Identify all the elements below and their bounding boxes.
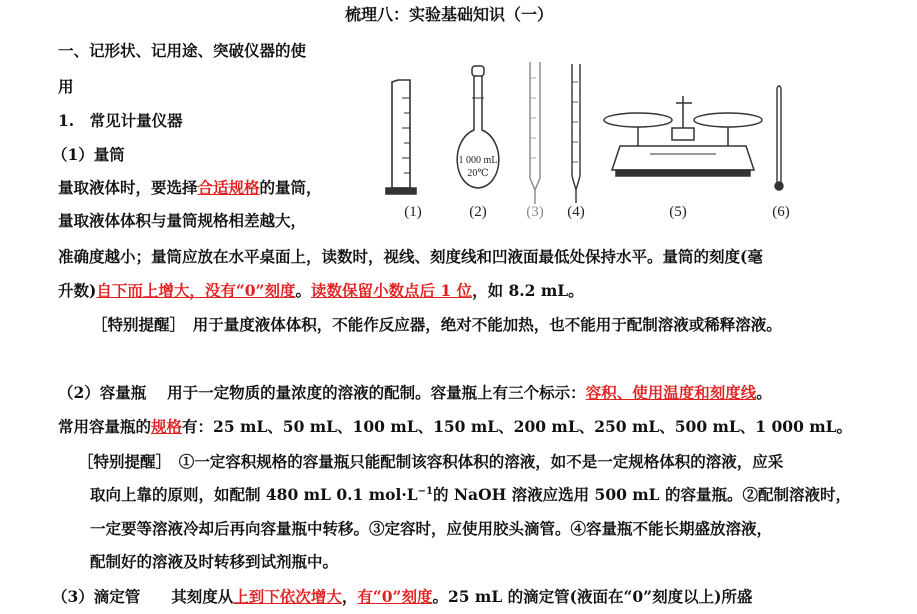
text: 升数) [58, 281, 97, 300]
thermometer-icon [775, 86, 783, 190]
page-title: 梳理八：实验基础知识（一） [345, 5, 554, 24]
cylinder-line-1 [58, 177, 322, 199]
burette-icon [530, 62, 540, 204]
item-heading: 1. 常见计量仪器 [58, 111, 183, 130]
figure-label: (1) [404, 204, 422, 220]
highlight: 规格 [151, 417, 183, 436]
text: ，如 8.2 mL。 [472, 281, 584, 300]
flask-tip-1: ［特别提醒］ ①一定容积规格的容量瓶只能配制该容积体积的溶液，如不是一定规格体积的溶液，应采 [78, 452, 784, 471]
flask-text: 20℃ [467, 168, 489, 179]
pipette-icon [572, 64, 580, 203]
graduated-cylinder-icon [386, 80, 416, 194]
text: （2）容量瓶 用于一定物质的量浓度的溶液的配制。容量瓶上有三个标示： [58, 383, 586, 402]
figure-label: (2) [469, 204, 487, 220]
highlight: 读数保留小数点后 1 位 [310, 281, 473, 300]
text: ， [341, 587, 358, 606]
burette-line-1 [52, 586, 752, 608]
highlight: 有“0”刻度 [357, 587, 433, 606]
superscript: −1 [417, 485, 433, 497]
section-heading: 一、记形状、记用途、突破仪器的使 [58, 41, 307, 60]
flask-text: 1 000 mL [458, 155, 498, 166]
highlight: 合适规格 [197, 178, 260, 197]
text: 量取液体时，要选择 [58, 178, 198, 197]
flask-tip-2 [90, 484, 851, 506]
figure-label: (3) [526, 204, 544, 220]
flask-tip-4: 配制好的溶液及时转移到试剂瓶中。 [90, 552, 339, 571]
flask-line-2 [58, 416, 852, 438]
text: 。25 mL 的滴定管(液面在“0”刻度以上)所盛 [432, 587, 753, 606]
highlight: 自下而上增大，没有“0”刻度 [96, 281, 296, 300]
text: 的量筒， [259, 178, 322, 197]
text: 取向上靠的原则，如配制 480 mL 0.1 mol·L [90, 485, 418, 504]
instrument-figure [380, 58, 810, 228]
cylinder-line-2: 量取液体体积与量筒规格相差越大， [58, 211, 307, 230]
volumetric-flask-icon [457, 66, 499, 188]
cylinder-line-4 [58, 280, 584, 302]
text: 有：25 mL、50 mL、100 mL、150 mL、200 mL、250 mL、500 mL、1 000 mL。 [182, 417, 853, 436]
figure-label: (4) [567, 204, 585, 220]
figure-label: (5) [669, 204, 687, 220]
text: 常用容量瓶的 [58, 417, 152, 436]
balance-icon [604, 96, 762, 176]
text: （3）滴定管 其刻度从 [52, 587, 234, 606]
text: 。 [295, 281, 311, 300]
highlight: 上到下依次增大 [233, 587, 342, 606]
cylinder-line-3: 准确度越小；量筒应放在水平桌面上，读数时，视线、刻度线和凹液面最低处保持水平。量筒的刻度(毫 [58, 247, 763, 266]
text: 。 [756, 383, 772, 402]
section-heading-cont: 用 [58, 77, 74, 96]
flask-tip-3: 一定要等溶液冷却后再向容量瓶中转移。③定容时，应使用胶头滴管。④容量瓶不能长期盛放溶液， [90, 519, 773, 538]
text: 的 NaOH 溶液应选用 500 mL 的容量瓶。②配制溶液时， [432, 485, 851, 504]
highlight: 容积、使用温度和刻度线 [585, 383, 757, 402]
figure-label: (6) [772, 204, 790, 220]
cylinder-tip: ［特别提醒］ 用于量度液体体积，不能作反应器，绝对不能加热，也不能用于配制溶液或稀释溶液。 [92, 315, 782, 334]
cylinder-heading: （1）量筒 [52, 145, 125, 164]
flask-line-1 [58, 382, 772, 404]
